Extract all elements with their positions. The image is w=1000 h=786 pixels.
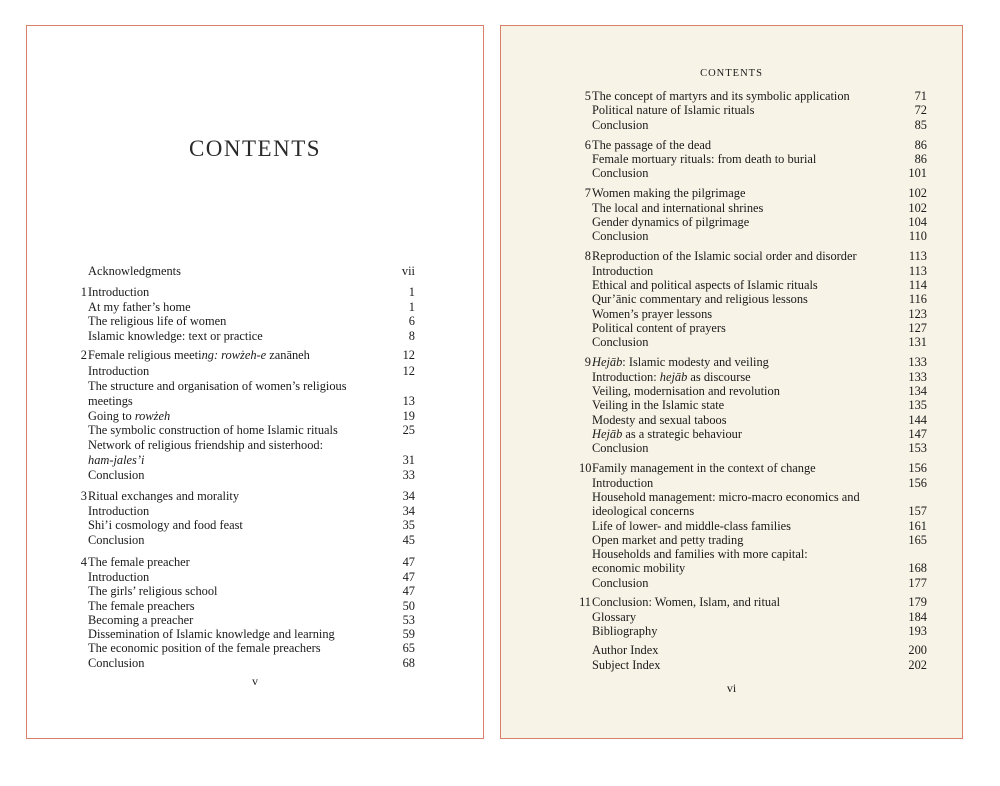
entry-title: Women’s prayer lessons <box>592 307 713 321</box>
page-ref: 53 <box>402 613 415 627</box>
entry-title: Acknowledgments <box>88 264 181 278</box>
page-ref: 50 <box>402 599 415 613</box>
entry-title: The female preacher <box>88 555 190 569</box>
entry-title: Conclusion <box>592 166 649 180</box>
entry-title: Family management in the context of change <box>592 461 816 475</box>
entry-title: Introduction <box>592 476 654 490</box>
entry-title: Author Index <box>592 643 659 657</box>
page-ref: 168 <box>908 561 927 575</box>
chapter-number: 3 <box>80 489 87 503</box>
page-ref: 156 <box>908 461 927 475</box>
entry-title: The structure and organisation of women’s religious <box>88 379 347 393</box>
entry-title: Conclusion <box>88 656 145 670</box>
entry-title: Dissemination of Islamic knowledge and learning <box>88 627 335 641</box>
page-ref: 200 <box>908 643 927 657</box>
entry-title: The passage of the dead <box>592 138 712 152</box>
entry-title: Ethical and political aspects of Islamic rituals <box>592 278 818 292</box>
page-ref: 85 <box>914 118 927 132</box>
entry-title: Conclusion <box>88 533 145 547</box>
chapter-number: 4 <box>80 555 87 569</box>
entry-title: The symbolic construction of home Islamic rituals <box>88 423 338 437</box>
entry-title: Introduction <box>592 264 654 278</box>
page-ref: 35 <box>402 518 415 532</box>
page-ref: 1 <box>408 300 415 314</box>
chapter-number: 5 <box>584 89 591 103</box>
page-ref: 134 <box>908 384 927 398</box>
entry-title: Household management: micro-macro economics and <box>592 490 860 504</box>
page-ref: 157 <box>908 504 927 518</box>
page-ref: 135 <box>908 398 927 412</box>
entry-title: ham-jales’i <box>88 453 145 467</box>
page-ref: 1 <box>408 285 415 299</box>
entry-title: Shi’i cosmology and food feast <box>88 518 243 532</box>
entry-title: Open market and petty trading <box>592 533 744 547</box>
entry-title: The female preachers <box>88 599 195 613</box>
entry-title: Bibliography <box>592 624 658 638</box>
page-ref: 177 <box>908 576 927 590</box>
page-ref: 25 <box>402 423 415 437</box>
entry-title: Going to rowżeh <box>88 409 171 423</box>
entry-title: Political content of prayers <box>592 321 726 335</box>
entry-title: Conclusion <box>592 229 649 243</box>
entry-title: Women making the pilgrimage <box>592 186 746 200</box>
page-ref: 193 <box>908 624 927 638</box>
page-ref: 153 <box>908 441 927 455</box>
chapter-number: 8 <box>584 249 591 263</box>
page-ref: 31 <box>402 453 415 467</box>
page-ref: 123 <box>908 307 927 321</box>
page-ref: 86 <box>914 152 927 166</box>
entry-title: meetings <box>88 394 133 408</box>
chapter-number: 9 <box>584 355 591 369</box>
entry-title: Veiling, modernisation and revolution <box>592 384 780 398</box>
page-ref: 161 <box>908 519 927 533</box>
entry-title: Introduction: hejāb as discourse <box>592 370 751 384</box>
entry-title: Introduction <box>88 285 150 299</box>
right-page <box>500 25 963 739</box>
entry-title: Conclusion <box>592 441 649 455</box>
page-ref: 6 <box>408 314 415 328</box>
chapter-number: 10 <box>579 461 592 475</box>
entry-title: Veiling in the Islamic state <box>592 398 725 412</box>
page-number: vi <box>726 681 737 695</box>
entry-title: Qur’ānic commentary and religious lessons <box>592 292 808 306</box>
page-ref: 72 <box>914 103 927 117</box>
page-ref: 19 <box>402 409 415 423</box>
page-ref: 34 <box>402 504 415 518</box>
entry-title: Islamic knowledge: text or practice <box>88 329 263 343</box>
chapter-number: 11 <box>579 595 591 609</box>
running-head: CONTENTS <box>700 68 763 79</box>
entry-title: Introduction <box>88 364 150 378</box>
page-ref: 133 <box>908 370 927 384</box>
chapter-number: 2 <box>80 348 87 362</box>
page-ref: 113 <box>908 264 927 278</box>
entry-title: Hejāb as a strategic behaviour <box>592 427 743 441</box>
entry-title: The concept of martyrs and its symbolic application <box>592 89 850 103</box>
page-ref: 68 <box>402 656 415 670</box>
page-ref: 179 <box>908 595 927 609</box>
page-ref: 110 <box>908 229 927 243</box>
entry-title: Conclusion <box>592 335 649 349</box>
page-ref: 133 <box>908 355 927 369</box>
left-page <box>26 25 484 739</box>
entry-title: Subject Index <box>592 658 661 672</box>
entry-title: Conclusion <box>592 118 649 132</box>
page-title: CONTENTS <box>188 136 322 161</box>
page-ref: 113 <box>908 249 927 263</box>
page-ref: 102 <box>908 186 927 200</box>
page-ref: 8 <box>408 329 415 343</box>
page-ref: 165 <box>908 533 927 547</box>
page-ref: 202 <box>908 658 927 672</box>
page-ref: 127 <box>908 321 927 335</box>
entry-title: Political nature of Islamic rituals <box>592 103 755 117</box>
page-ref: 47 <box>402 555 415 569</box>
entry-title: The girls’ religious school <box>88 584 218 598</box>
entry-title: Life of lower- and middle-class families <box>592 519 791 533</box>
entry-title: The religious life of women <box>88 314 227 328</box>
page-ref: 147 <box>908 427 927 441</box>
entry-title: Glossary <box>592 610 637 624</box>
chapter-number: 6 <box>584 138 591 152</box>
page-ref: 47 <box>402 570 415 584</box>
page-ref: 65 <box>402 641 415 655</box>
page-number: v <box>252 674 258 688</box>
page-ref: 12 <box>402 364 415 378</box>
entry-title: The economic position of the female preachers <box>88 641 321 655</box>
page-ref: 71 <box>914 89 927 103</box>
entry-title: ideological concerns <box>592 504 695 518</box>
page-ref: 116 <box>908 292 927 306</box>
chapter-number: 7 <box>584 186 591 200</box>
page-ref: 12 <box>402 348 415 362</box>
entry-title: Reproduction of the Islamic social order and disorder <box>592 249 857 263</box>
page-ref: 33 <box>402 468 415 482</box>
entry-title: Introduction <box>88 570 150 584</box>
page-ref: 101 <box>908 166 927 180</box>
page-ref: 86 <box>914 138 927 152</box>
entry-title: Gender dynamics of pilgrimage <box>592 215 750 229</box>
page-ref: 156 <box>908 476 927 490</box>
entry-title: Ritual exchanges and morality <box>88 489 240 503</box>
entry-title: Modesty and sexual taboos <box>592 413 727 427</box>
entry-title: economic mobility <box>592 561 686 575</box>
entry-title: Hejāb: Islamic modesty and veiling <box>592 355 769 369</box>
page-ref: 47 <box>402 584 415 598</box>
entry-title: Female religious meeting: rowżeh-e zanāneh <box>88 348 310 362</box>
entry-title: Conclusion <box>592 576 649 590</box>
entry-title: Female mortuary rituals: from death to burial <box>592 152 817 166</box>
entry-title: Conclusion: Women, Islam, and ritual <box>592 595 781 609</box>
page-ref: 59 <box>402 627 415 641</box>
entry-title: The local and international shrines <box>592 201 764 215</box>
entry-title: Households and families with more capital: <box>592 547 808 561</box>
entry-title: Conclusion <box>88 468 145 482</box>
page-ref: 131 <box>908 335 927 349</box>
chapter-number: 1 <box>80 285 87 299</box>
entry-title: Becoming a preacher <box>88 613 194 627</box>
entry-title: At my father’s home <box>88 300 191 314</box>
page-ref: 184 <box>908 610 927 624</box>
page-ref: 114 <box>908 278 927 292</box>
page-ref: 45 <box>402 533 415 547</box>
entry-title: Introduction <box>88 504 150 518</box>
page-ref: 104 <box>908 215 927 229</box>
page-ref: vii <box>401 264 415 278</box>
page-ref: 102 <box>908 201 927 215</box>
page-ref: 13 <box>402 394 415 408</box>
page-ref: 144 <box>908 413 927 427</box>
entry-title: Network of religious friendship and sisterhood: <box>88 438 324 452</box>
page-ref: 34 <box>402 489 415 503</box>
